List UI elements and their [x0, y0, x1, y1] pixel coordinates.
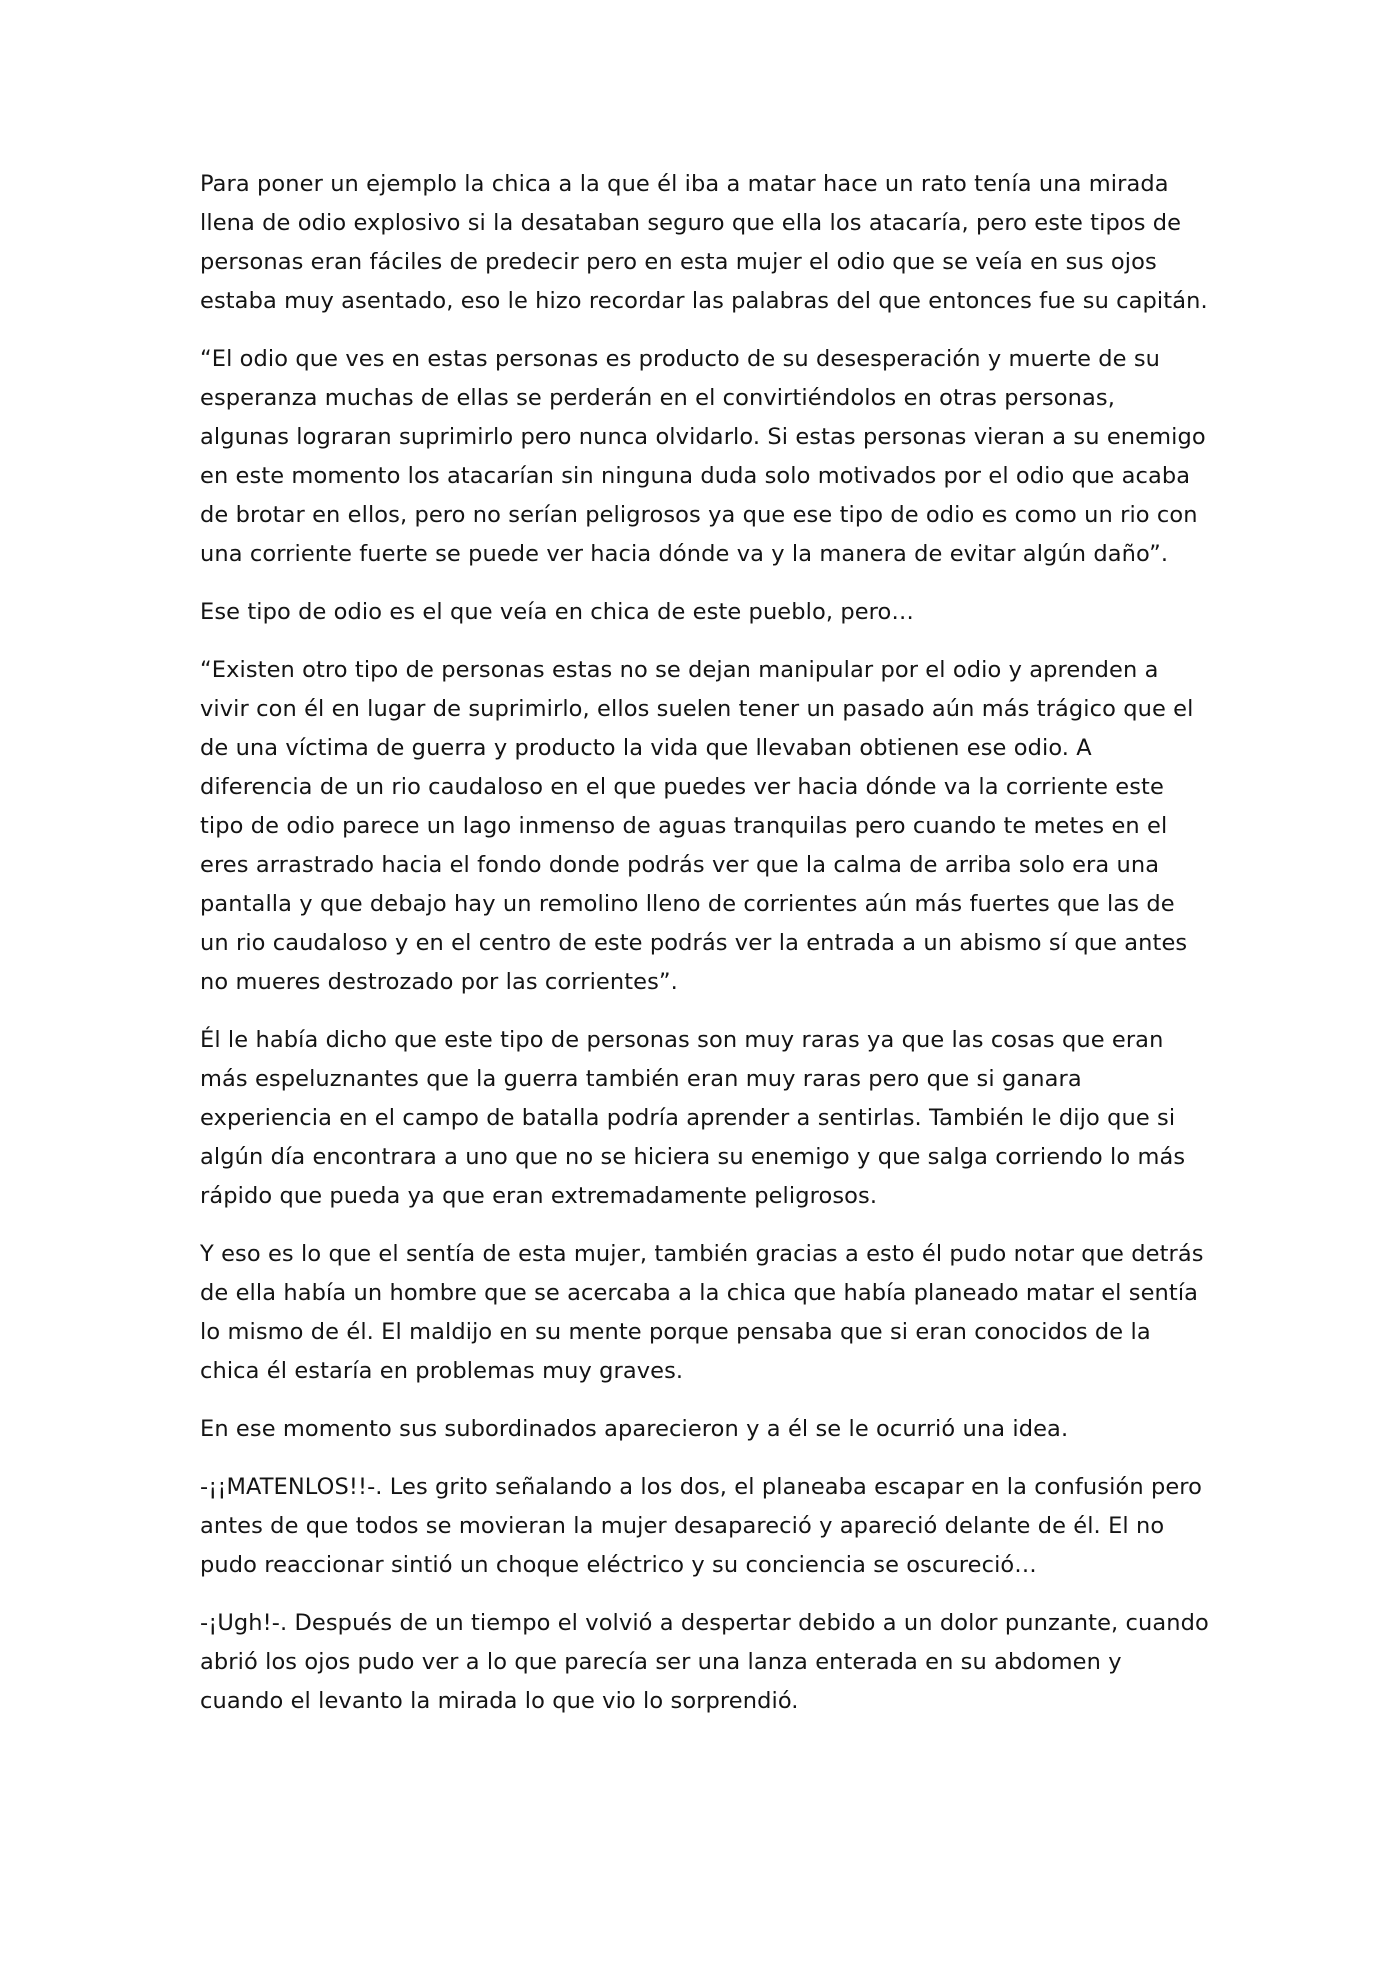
document-page: [200, 165, 1210, 1740]
paragraph: Él le había dicho que este tipo de personas son muy raras ya que las cosas que eran más espeluznantes que la guerra también eran muy raras pero que si ganara experiencia en el campo de batalla podría aprender a sentirlas. También le dijo que si algún día encontrara a uno que no se hiciera su enemigo y que salga corriendo lo más rápido que pueda ya que eran extremadamente peligrosos.: [200, 1027, 1186, 1209]
paragraph: Ese tipo de odio es el que veía en chica de este pueblo, pero…: [200, 599, 914, 625]
paragraph: Y eso es lo que el sentía de esta mujer, también gracias a esto él pudo notar que detrás de ella había un hombre que se acercaba a la chica que había planeado matar el sentía lo mismo de él. El maldijo en su mente porque pensaba que si eran conocidos de la chica él estaría en problemas muy graves.: [200, 1241, 1204, 1384]
paragraph: “Existen otro tipo de personas estas no se dejan manipular por el odio y aprenden a vivir con él en lugar de suprimirlo, ellos suelen tener un pasado aún más trágico que el de una víctima de guerra y producto la vida que llevaban obtienen ese odio. A diferencia de un rio caudaloso en el que puedes ver hacia dónde va la corriente este tipo de odio parece un lago inmenso de aguas tranquilas pero cuando te metes en el eres arrastrado hacia el fondo donde podrás ver que la calma de arriba solo era una pantalla y que debajo hay un remolino lleno de corrientes aún más fuertes que las de un rio caudaloso y en el centro de este podrás ver la entrada a un abismo sí que antes no mueres destrozado por las corrientes”.: [200, 657, 1194, 995]
paragraph: En ese momento sus subordinados aparecieron y a él se le ocurrió una idea.: [200, 1416, 1069, 1442]
paragraph: -¡Ugh!-. Después de un tiempo el volvió a despertar debido a un dolor punzante, cuando abrió los ojos pudo ver a lo que parecía ser una lanza enterada en su abdomen y cuando el levanto la mirada lo que vio lo sorprendió.: [200, 1610, 1209, 1714]
paragraph: Para poner un ejemplo la chica a la que él iba a matar hace un rato tenía una mirada llena de odio explosivo si la desataban seguro que ella los atacaría, pero este tipos de personas eran fáciles de predecir pero en esta mujer el odio que se veía en sus ojos estaba muy asentado, eso le hizo recordar las palabras del que entonces fue su capitán.: [200, 171, 1208, 314]
paragraph: -¡¡MATENLOS!!-. Les grito señalando a los dos, el planeaba escapar en la confusión pero antes de que todos se movieran la mujer desapareció y apareció delante de él. El no pudo reaccionar sintió un choque eléctrico y su conciencia se oscureció…: [200, 1474, 1202, 1578]
paragraph: “El odio que ves en estas personas es producto de su desesperación y muerte de su esperanza muchas de ellas se perderán en el convirtiéndolos en otras personas, algunas lograran suprimirlo pero nunca olvidarlo. Si estas personas vieran a su enemigo en este momento los atacarían sin ninguna duda solo motivados por el odio que acaba de brotar en ellos, pero no serían peligrosos ya que ese tipo de odio es como un rio con una corriente fuerte se puede ver hacia dónde va y la manera de evitar algún daño”.: [200, 346, 1206, 567]
